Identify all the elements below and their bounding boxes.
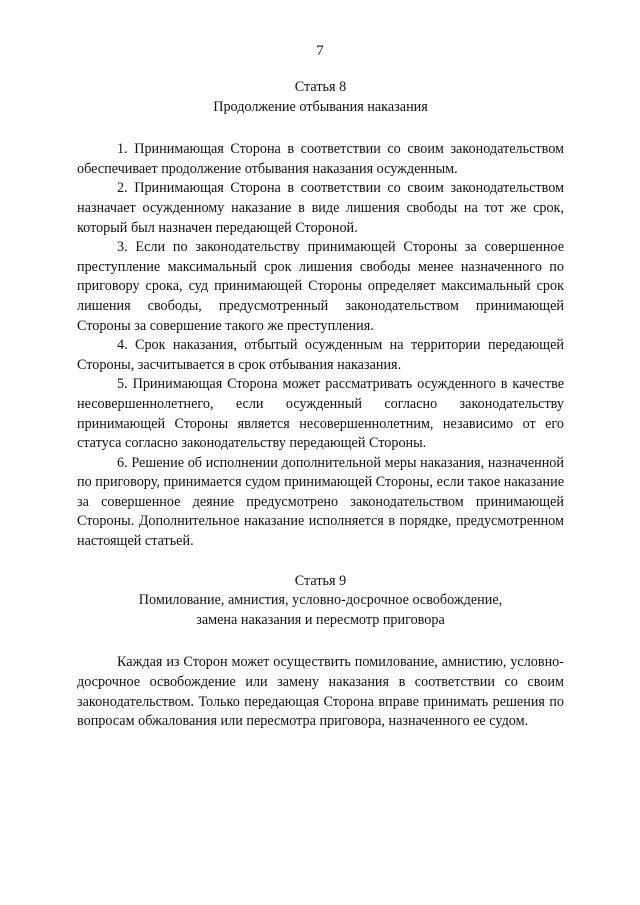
article-8-paragraph-1: 1. Принимающая Сторона в соответствии со своим законодательством обеспечивает продолжение отбывания наказания осужденным.: [77, 141, 564, 177]
document-body: [77, 78, 564, 732]
article-9-number: Статья 9: [294, 572, 347, 589]
article-8-paragraph-6: 6. Решение об исполнении дополнительной меры наказания, назначенной по приговору, принимается судом принимающей Стороны, если такое наказание за совершенное деяние предусмотрено законодательством принимающей Стороны. Дополнительное наказание исполняется в порядке, предусмотренном настоящей статьей.: [77, 454, 564, 550]
article-8-paragraph-4: 4. Срок наказания, отбытый осужденным на территории передающей Стороны, засчитывается в срок отбывания наказания.: [77, 337, 564, 373]
article-8-paragraph-2: 2. Принимающая Сторона в соответствии со своим законодательством назначает осужденному наказание в виде лишения свободы на тот же срок, который был назначен передающей Стороной.: [77, 180, 564, 236]
article-8-title: [77, 98, 564, 118]
article-9-title-line-2: замена наказания и пересмотр приговора: [196, 611, 445, 628]
article-9-paragraph-1: Каждая из Сторон может осуществить помилование, амнистию, условно-досрочное освобождение или замену наказания в соответствии со своим законодательством. Только передающая Сторона вправе принимать решения по вопросам обжалования или пересмотра приговора, назначенного ее судом.: [77, 654, 564, 730]
article-9-title: [77, 591, 564, 630]
article-8-paragraph-3: 3. Если по законодательству принимающей Стороны за совершенное преступление максимальный срок лишения свободы менее назначенного по приговору срока, суд принимающей Стороны определяет максимальный срок лишения свободы, предусмотренный законодательством принимающей Стороны за совершение такого же преступления.: [77, 239, 564, 334]
article-9-title-line-1: Помилование, амнистия, условно-досрочное освобождение,: [138, 592, 503, 609]
article-8-title-line: Продолжение отбывания наказания: [213, 98, 428, 115]
article-8-paragraph-5: 5. Принимающая Сторона может рассматривать осужденного в качестве несовершеннолетнего, если осужденный согласно законодательству принимающей Стороны является несовершеннолетним, независимо от его статуса согласно законодательству передающей Стороны.: [77, 376, 564, 452]
article-8: [77, 78, 564, 552]
article-spacer: [77, 552, 564, 572]
article-9: [77, 572, 564, 732]
page-number: 7: [316, 43, 324, 59]
article-8-number: Статья 8: [294, 79, 347, 95]
